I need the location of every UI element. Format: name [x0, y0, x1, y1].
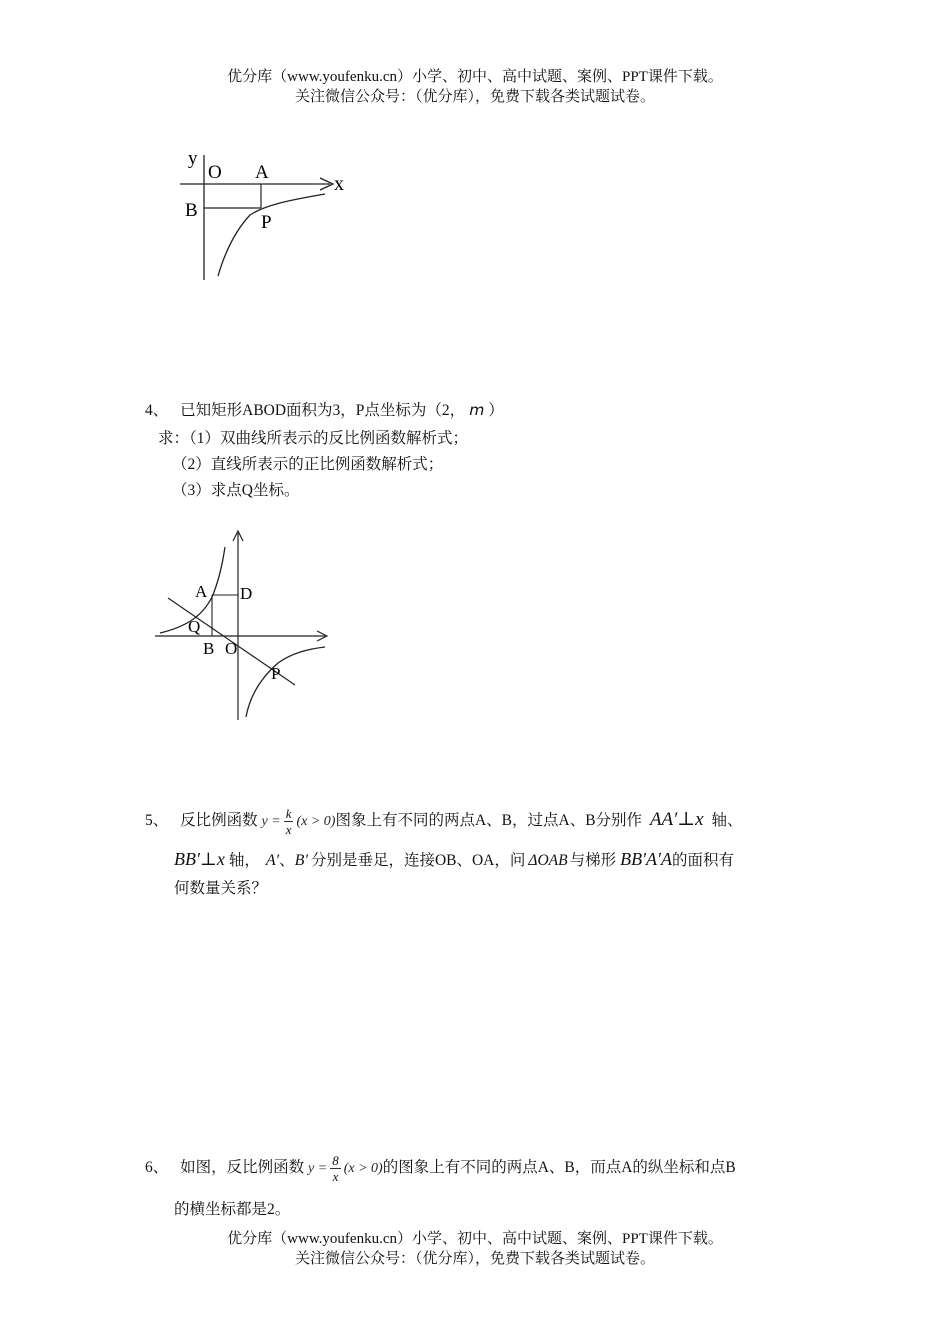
q5-text-f: 的面积有 — [671, 852, 734, 869]
header-line-2: 关注微信公众号：（优分库），免费下载各类试题试卷。 — [294, 89, 655, 105]
q5-text-a: 图象上有不同的两点A、B，过点A、B分别作 — [335, 812, 643, 829]
q5-frac-denominator: x — [285, 821, 292, 837]
q6-statement-line-1 — [145, 1148, 736, 1188]
q5-statement-line-2 — [174, 846, 734, 872]
q6-frac-denominator: x — [332, 1168, 339, 1184]
q5-condition: (x > 0) — [296, 814, 336, 829]
fig2-label-o: O — [225, 639, 238, 658]
q5-frac-numerator: k — [285, 805, 292, 821]
fig1-label-b: B — [185, 200, 198, 221]
q5-aa-perp-x: AA′⊥x — [649, 809, 704, 830]
q6-statement-line-2: 的横坐标都是2。 — [174, 1201, 291, 1218]
fig2-label-q: Q — [188, 617, 201, 636]
fig2-label-p: P — [271, 664, 281, 683]
fig2-label-d: D — [240, 584, 253, 603]
footer-line-2: 关注微信公众号：（优分库），免费下载各类试题试卷。 — [294, 1251, 655, 1267]
q4-text-a: 已知矩形ABOD面积为3，P点坐标为（2， — [180, 402, 466, 419]
q5-bb-perp-x: BB′⊥x — [174, 849, 225, 869]
q6-intro: 如图，反比例函数 — [180, 1159, 305, 1176]
q6-number: 6、 — [145, 1159, 169, 1176]
figure-2-hyperbola-line — [150, 525, 340, 725]
q4-req-label: 求： — [158, 430, 190, 447]
q4-req-1-text: （1）双曲线所表示的反比例函数解析式； — [189, 430, 469, 447]
q4-requirement-1 — [158, 426, 468, 448]
q6-frac-numerator: 8 — [332, 1152, 339, 1168]
q5-intro: 反比例函数 — [180, 812, 258, 829]
q4-number: 4、 — [145, 402, 169, 419]
q4-requirement-2: （2）直线所表示的正比例函数解析式； — [172, 456, 444, 473]
header-line-1: 优分库（www.youfenku.cn）小学、初中、高中试题、案例、PPT课件下载。 — [227, 69, 723, 85]
q6-condition: (x > 0) — [343, 1161, 383, 1176]
q5-fraction-k-over-x — [284, 806, 294, 837]
footer-line-1: 优分库（www.youfenku.cn）小学、初中、高中试题、案例、PPT课件下载。 — [227, 1231, 723, 1247]
fig1-label-a: A — [255, 162, 269, 183]
q6-text-a: 的图象上有不同的两点A、B，而点A的纵坐标和点B — [382, 1159, 736, 1176]
q4-text-b: ） — [488, 402, 504, 419]
q6-y-eq: y = — [308, 1161, 328, 1176]
q5-text-c: 轴， — [228, 852, 260, 869]
fig1-label-p: P — [261, 212, 272, 233]
q5-b-prime: B′ — [294, 852, 308, 869]
figure-1-hyperbola-rectangle — [170, 140, 370, 290]
q5-text-b: 轴、 — [711, 812, 743, 829]
fig1-label-x: x — [334, 173, 344, 195]
q4-statement — [145, 398, 504, 420]
q5-separator: 、 — [279, 852, 295, 869]
q5-statement-line-3: 何数量关系？ — [174, 880, 268, 897]
fig1-label-y: y — [188, 148, 198, 169]
q5-y-eq: y = — [261, 814, 281, 829]
q4-requirement-3: （3）求点Q坐标。 — [172, 482, 300, 499]
q5-text-e: 与梯形 — [569, 852, 617, 869]
q5-statement-line-1 — [145, 800, 743, 840]
q5-text-d: 分别是垂足，连接OB、OA，问 — [310, 852, 526, 869]
fig1-hyperbola-branch — [218, 194, 325, 276]
q5-number: 5、 — [145, 812, 169, 829]
q5-triangle-oab: ΔOAB — [528, 852, 568, 869]
fig1-label-o: O — [208, 162, 222, 183]
fig2-hyperbola-lower-right — [246, 647, 325, 717]
q4-m: m — [469, 401, 485, 419]
q6-fraction-8-over-x — [330, 1153, 341, 1184]
q5-trapezoid: BB′A′A — [620, 849, 672, 869]
fig2-label-b: B — [203, 639, 215, 658]
fig2-label-a: A — [195, 582, 208, 601]
q5-a-prime: A′ — [265, 852, 280, 869]
